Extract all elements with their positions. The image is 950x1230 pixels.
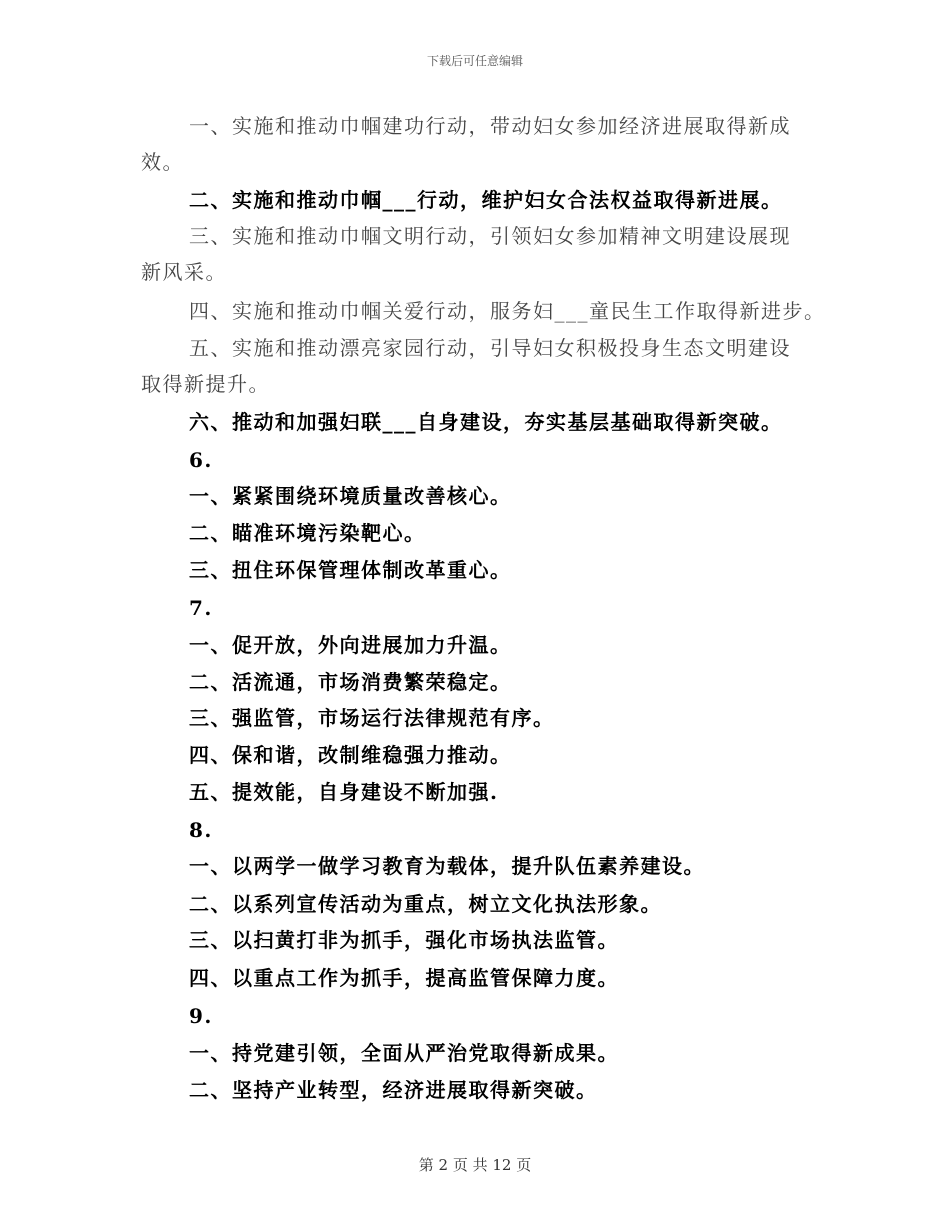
paragraph-line: 五、实施和推动漂亮家园行动，引导妇女积极投身生态文明建设 xyxy=(189,336,791,360)
paragraph-line: 二、实施和推动巾帼___行动，维护妇女合法权益取得新进展。 xyxy=(189,188,783,212)
paragraph-line: 一、实施和推动巾帼建功行动，带动妇女参加经济进展取得新成 xyxy=(189,114,791,138)
paragraph-line: 三、实施和推动巾帼文明行动，引领妇女参加精神文明建设展现 xyxy=(189,224,791,248)
paragraph-line: 一、持党建引领，全面从严治党取得新成果。 xyxy=(189,1041,619,1065)
paragraph-line: 新风采。 xyxy=(141,260,227,284)
paragraph-line: 三、以扫黄打非为抓手，强化市场执法监管。 xyxy=(189,928,619,952)
paragraph-line: 六、推动和加强妇联___自身建设，夯实基层基础取得新突破。 xyxy=(189,410,783,434)
paragraph-line: 四、以重点工作为抓手，提高监管保障力度。 xyxy=(189,966,619,990)
section-number: 6. xyxy=(189,448,213,472)
paragraph-line: 二、以系列宣传活动为重点，树立文化执法形象。 xyxy=(189,892,662,916)
paragraph-line: 三、扭住环保管理体制改革重心。 xyxy=(189,558,512,582)
paragraph-line: 取得新提升。 xyxy=(141,372,270,396)
paragraph-line: 五、提效能，自身建设不断加强. xyxy=(189,780,499,804)
paragraph-line: 效。 xyxy=(141,150,184,174)
paragraph-line: 二、瞄准环境污染靶心。 xyxy=(189,521,426,545)
page-header-note: 下载后可任意编辑 xyxy=(426,54,523,68)
paragraph-line: 二、活流通，市场消费繁荣稳定。 xyxy=(189,670,512,694)
paragraph-line: 二、坚持产业转型，经济进展取得新突破。 xyxy=(189,1078,598,1102)
page-number-footer: 第 2 页 共 12 页 xyxy=(418,1156,532,1174)
paragraph-line: 一、促开放，外向进展加力升温。 xyxy=(189,633,512,657)
paragraph-line: 三、强监管，市场运行法律规范有序。 xyxy=(189,706,555,730)
section-number: 7. xyxy=(189,596,213,620)
paragraph-line: 四、实施和推动巾帼关爱行动，服务妇___童民生工作取得新进步。 xyxy=(189,299,826,323)
section-number: 9. xyxy=(189,1004,213,1028)
paragraph-line: 一、以两学一做学习教育为载体，提升队伍素养建设。 xyxy=(189,854,705,878)
paragraph-line: 一、紧紧围绕环境质量改善核心。 xyxy=(189,484,512,508)
paragraph-line: 四、保和谐，改制维稳强力推动。 xyxy=(189,743,512,767)
section-number: 8. xyxy=(189,818,213,842)
